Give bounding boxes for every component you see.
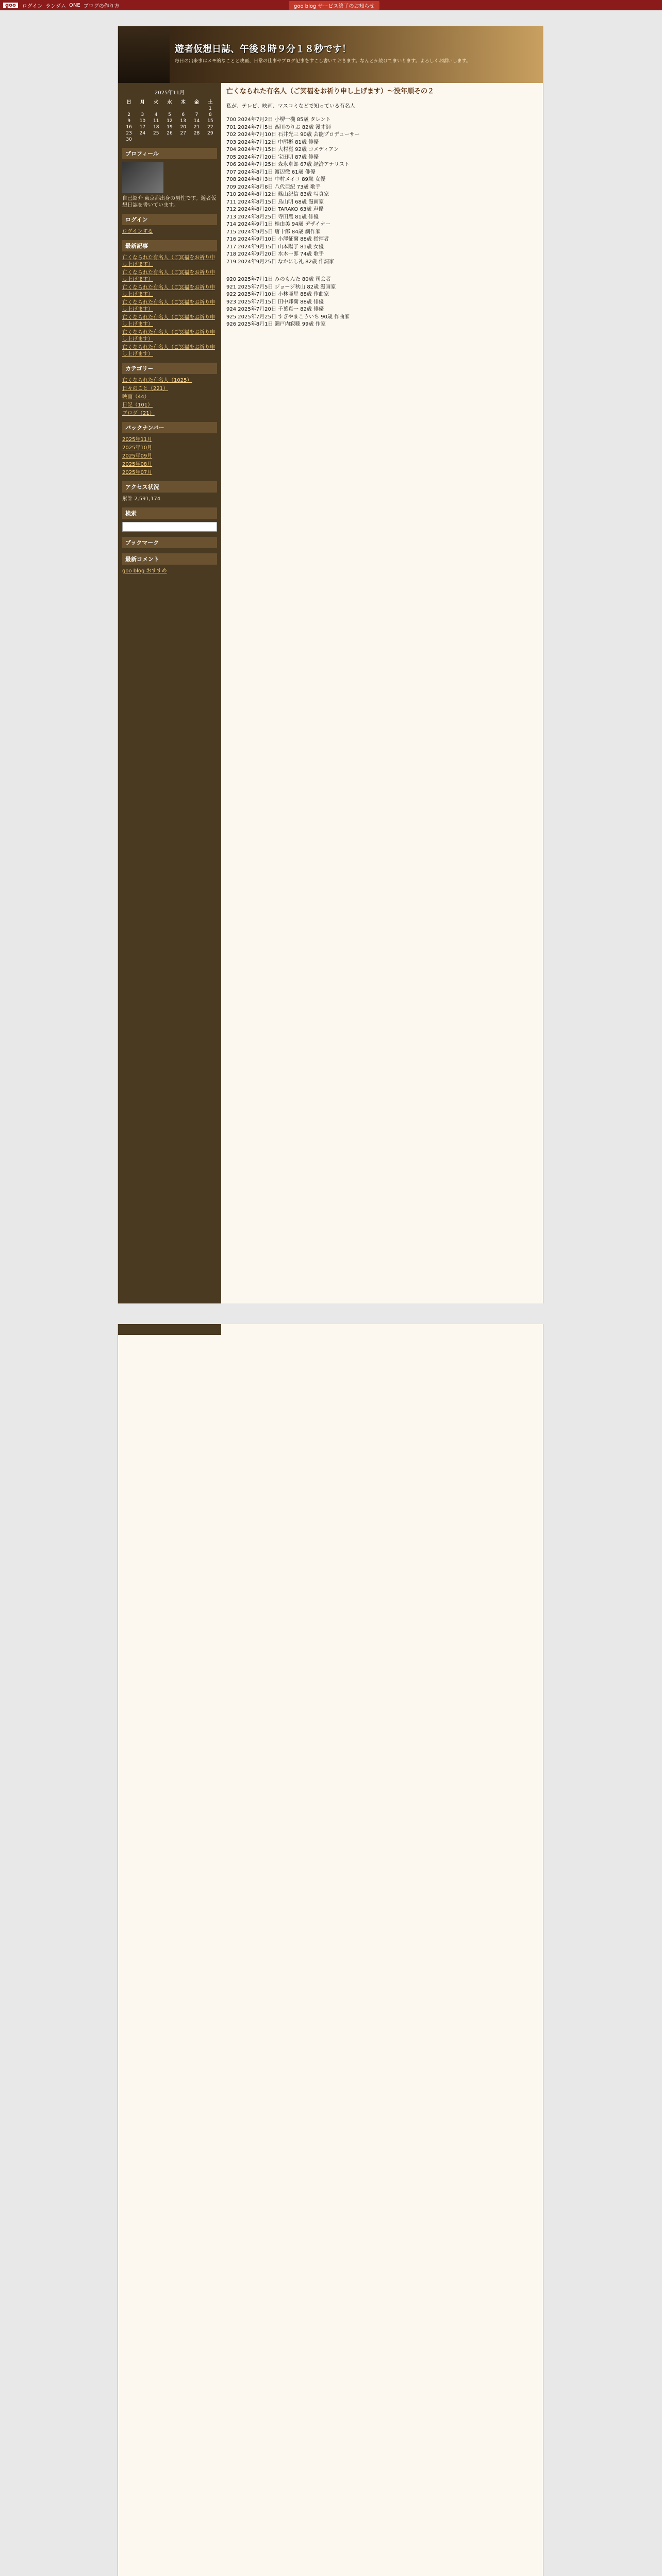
list-spacer bbox=[226, 266, 536, 276]
main-content bbox=[226, 88, 536, 329]
blog-header bbox=[118, 26, 543, 83]
calendar-day[interactable]: 30 bbox=[126, 137, 132, 142]
top-bar bbox=[0, 0, 662, 10]
death-list-entry: 706 2024年7月25日 森永卓郎 67歳 経済アナリスト bbox=[226, 162, 350, 167]
calendar-day[interactable]: 27 bbox=[180, 131, 186, 136]
calendar-day[interactable]: 4 bbox=[154, 112, 158, 117]
access-total-label: 累計 bbox=[122, 496, 133, 502]
death-list-entry: 715 2024年9月5日 唐十郎 84歳 劇作家 bbox=[226, 229, 321, 235]
death-list-entry: 922 2025年7月10日 小林亜星 88歳 作曲家 bbox=[226, 292, 329, 297]
death-list-entry: 711 2024年8月15日 鳥山明 68歳 漫画家 bbox=[226, 199, 324, 205]
death-list-entry: 700 2024年7月2日 小堺一機 85歳 タレント bbox=[226, 117, 331, 123]
backnumber-link[interactable]: 2025年10月 bbox=[122, 445, 153, 451]
recent-comments-heading: 最新コメント bbox=[122, 553, 217, 565]
calendar-day[interactable]: 14 bbox=[193, 118, 200, 124]
backnumber-list bbox=[122, 436, 217, 476]
calendar-day[interactable]: 8 bbox=[208, 112, 212, 117]
search-input[interactable] bbox=[122, 522, 217, 532]
death-list-entry: 713 2024年8月25日 寺田農 81歳 俳優 bbox=[226, 214, 319, 220]
calendar-day[interactable]: 24 bbox=[139, 131, 146, 136]
calendar-day[interactable]: 7 bbox=[195, 112, 198, 117]
profile-text: 自己紹介 東京都出身の男性です。遊者仮想日誌を書いています。 bbox=[122, 196, 217, 208]
topbar-link-one[interactable]: ONE bbox=[69, 2, 80, 8]
backnumber-link[interactable]: 2025年11月 bbox=[122, 437, 153, 443]
calendar-title: 2025年11月 bbox=[154, 90, 185, 96]
recent-article-link[interactable]: 亡くなられた有名人（ご冥福をお祈り申し上げます） bbox=[122, 300, 215, 312]
category-link[interactable]: 亡くなられた有名人（1025） bbox=[122, 378, 192, 383]
calendar-day[interactable]: 17 bbox=[139, 125, 146, 130]
category-link[interactable]: 映画（44） bbox=[122, 394, 150, 400]
calendar-weekday: 水 bbox=[167, 100, 172, 105]
bookmark-heading: ブックマーク bbox=[122, 537, 217, 548]
death-list-entry: 701 2024年7月5日 西川のりお 82歳 漫才師 bbox=[226, 124, 331, 130]
access-total-value: 2,591,174 bbox=[134, 496, 161, 502]
death-list-entry: 717 2024年9月15日 山本陽子 81歳 女優 bbox=[226, 244, 324, 250]
goo-blog-recommend-link[interactable]: goo blog おすすめ bbox=[122, 568, 167, 574]
article-title[interactable]: 亡くなられた有名人（ご冥福をお祈り申し上げます）～没年順その２ bbox=[226, 88, 435, 95]
goo-logo[interactable]: goo bbox=[3, 3, 18, 8]
death-list-entry: 709 2024年8月8日 八代亜紀 73歳 歌手 bbox=[226, 184, 321, 190]
death-list-entry: 926 2025年8月1日 瀬戸内寂聴 99歳 作家 bbox=[226, 321, 326, 327]
calendar-day bbox=[150, 137, 163, 143]
death-list-entry: 924 2025年7月20日 千葉真一 82歳 俳優 bbox=[226, 307, 324, 312]
calendar-day[interactable]: 28 bbox=[193, 131, 200, 136]
calendar-weekday: 木 bbox=[180, 100, 186, 105]
access-heading: アクセス状況 bbox=[122, 481, 217, 493]
header-image bbox=[118, 26, 170, 83]
calendar-day[interactable]: 10 bbox=[139, 118, 146, 124]
backnumber-link[interactable]: 2025年08月 bbox=[122, 462, 153, 467]
login-heading: ログイン bbox=[122, 214, 217, 225]
calendar-day[interactable]: 12 bbox=[167, 118, 173, 124]
backnumber-link[interactable]: 2025年09月 bbox=[122, 453, 153, 459]
topbar-link-login[interactable]: ログイン bbox=[22, 3, 43, 9]
calendar bbox=[122, 98, 217, 143]
calendar-day bbox=[136, 137, 149, 143]
profile-image bbox=[122, 162, 163, 193]
blog-title[interactable]: 遊者仮想日誌、午後８時９分１８秒です！ bbox=[175, 44, 351, 55]
calendar-day[interactable]: 11 bbox=[153, 118, 159, 124]
death-list-entry: 718 2024年9月20日 水木一郎 74歳 歌手 bbox=[226, 251, 324, 257]
category-link[interactable]: ブログ（21） bbox=[122, 411, 155, 416]
recent-list bbox=[122, 255, 217, 358]
calendar-day bbox=[163, 137, 176, 143]
calendar-day[interactable]: 20 bbox=[180, 125, 186, 130]
death-list-entry: 703 2024年7月12日 中尾彬 81歳 俳優 bbox=[226, 139, 319, 145]
death-list-entry: 704 2024年7月15日 大村崑 92歳 コメディアン bbox=[226, 147, 339, 152]
access-total bbox=[122, 496, 217, 502]
calendar-day[interactable]: 29 bbox=[207, 131, 213, 136]
calendar-day[interactable]: 2 bbox=[127, 112, 130, 117]
calendar-day[interactable]: 16 bbox=[126, 125, 132, 130]
article-intro: 私が、テレビ、映画、マスコミなどで知っている有名人 bbox=[226, 103, 355, 109]
death-list-entry: 707 2024年8月1日 渡辺徹 61歳 俳優 bbox=[226, 169, 316, 175]
recent-heading: 最新記事 bbox=[122, 240, 217, 251]
calendar-day[interactable]: 1 bbox=[208, 106, 212, 111]
calendar-day bbox=[136, 106, 149, 112]
service-end-notice[interactable]: goo blog サービス終了のお知らせ bbox=[289, 1, 379, 10]
calendar-weekday: 月 bbox=[140, 100, 145, 105]
calendar-weekday: 金 bbox=[194, 100, 200, 105]
calendar-day[interactable]: 21 bbox=[193, 125, 200, 130]
calendar-weekday: 日 bbox=[126, 100, 131, 105]
calendar-day bbox=[122, 106, 136, 112]
calendar-day[interactable]: 5 bbox=[168, 112, 171, 117]
search-heading: 検索 bbox=[122, 507, 217, 519]
category-link[interactable]: 日々のこと（221） bbox=[122, 386, 169, 392]
calendar-day bbox=[163, 106, 176, 112]
calendar-day bbox=[176, 106, 190, 112]
death-list-entry: 925 2025年7月25日 すぎやまこういち 90歳 作曲家 bbox=[226, 314, 350, 320]
calendar-day[interactable]: 15 bbox=[207, 118, 213, 124]
calendar-day[interactable]: 9 bbox=[127, 118, 130, 124]
login-link[interactable]: ログインする bbox=[122, 229, 153, 234]
calendar-day[interactable]: 18 bbox=[153, 125, 159, 130]
calendar-day[interactable]: 22 bbox=[207, 125, 213, 130]
calendar-day bbox=[190, 106, 203, 112]
calendar-weekday: 土 bbox=[208, 100, 213, 105]
calendar-day[interactable]: 3 bbox=[141, 112, 144, 117]
death-list-entry: 920 2025年7月1日 みのもんた 80歳 司会者 bbox=[226, 277, 331, 282]
calendar-day bbox=[176, 137, 190, 143]
calendar-day[interactable]: 23 bbox=[126, 131, 132, 136]
topbar-link-random[interactable]: ランダム bbox=[45, 3, 67, 9]
recent-article-link[interactable]: 亡くなられた有名人（ご冥福をお祈り申し上げます） bbox=[122, 345, 215, 357]
calendar-day bbox=[190, 137, 203, 143]
calendar-day[interactable]: 25 bbox=[153, 131, 159, 136]
calendar-day bbox=[150, 106, 163, 112]
calendar-day bbox=[204, 137, 217, 143]
death-list-entry: 712 2024年8月20日 TARAKO 63歳 声優 bbox=[226, 207, 324, 212]
death-list-entry: 702 2024年7月10日 石井光三 90歳 芸能プロデューサー bbox=[226, 132, 360, 138]
death-list-entry: 716 2024年9月10日 小澤征爾 88歳 指揮者 bbox=[226, 236, 329, 242]
recent-article-link[interactable]: 亡くなられた有名人（ご冥福をお祈り申し上げます） bbox=[122, 285, 215, 297]
death-list-entry: 921 2025年7月5日 ジョージ秋山 82歳 漫画家 bbox=[226, 284, 336, 290]
profile-heading: プロフィール bbox=[122, 148, 217, 159]
backnumber-link[interactable]: 2025年07月 bbox=[122, 470, 153, 476]
calendar-day[interactable]: 19 bbox=[167, 125, 173, 130]
topbar-link-howto[interactable]: ブログの作り方 bbox=[83, 3, 120, 9]
backnumber-heading: バックナンバー bbox=[122, 422, 217, 433]
calendar-day[interactable]: 26 bbox=[167, 131, 173, 136]
category-heading: カテゴリー bbox=[122, 363, 217, 374]
death-list-entry: 714 2024年9月1日 桂由美 94歳 デザイナー bbox=[226, 222, 331, 227]
blog-container bbox=[118, 26, 543, 2576]
calendar-day[interactable]: 13 bbox=[180, 118, 186, 124]
blog-description: 毎日の出来事はメモ的なことと映画、日常の仕事やブログ記事をすこし書いておきます。なんとか続けてまいります。よろしくお願いします。 bbox=[175, 59, 471, 64]
recent-article-link[interactable]: 亡くなられた有名人（ご冥福をお祈り申し上げます） bbox=[122, 270, 215, 282]
sidebar bbox=[118, 83, 221, 1335]
death-list-entry: 710 2024年8月12日 篠山紀信 83歳 写真家 bbox=[226, 192, 329, 197]
death-list-entry: 923 2025年7月15日 田中邦衛 88歳 俳優 bbox=[226, 299, 324, 305]
calendar-weekday: 火 bbox=[154, 100, 159, 105]
recent-article-link[interactable]: 亡くなられた有名人（ご冥福をお祈り申し上げます） bbox=[122, 255, 215, 267]
death-list-entry: 705 2024年7月20日 宝田明 87歳 俳優 bbox=[226, 154, 319, 160]
calendar-day[interactable]: 6 bbox=[181, 112, 185, 117]
recent-article-link[interactable]: 亡くなられた有名人（ご冥福をお祈り申し上げます） bbox=[122, 330, 215, 342]
article-body bbox=[226, 116, 536, 329]
category-list bbox=[122, 377, 217, 417]
category-link[interactable]: 日記（101） bbox=[122, 402, 153, 408]
page-gap bbox=[118, 1303, 543, 1324]
recent-article-link[interactable]: 亡くなられた有名人（ご冥福をお祈り申し上げます） bbox=[122, 315, 215, 327]
death-list-entry: 719 2024年9月25日 なかにし礼 82歳 作詞家 bbox=[226, 259, 335, 265]
death-list-entry: 708 2024年8月3日 中村メイコ 89歳 女優 bbox=[226, 177, 326, 182]
